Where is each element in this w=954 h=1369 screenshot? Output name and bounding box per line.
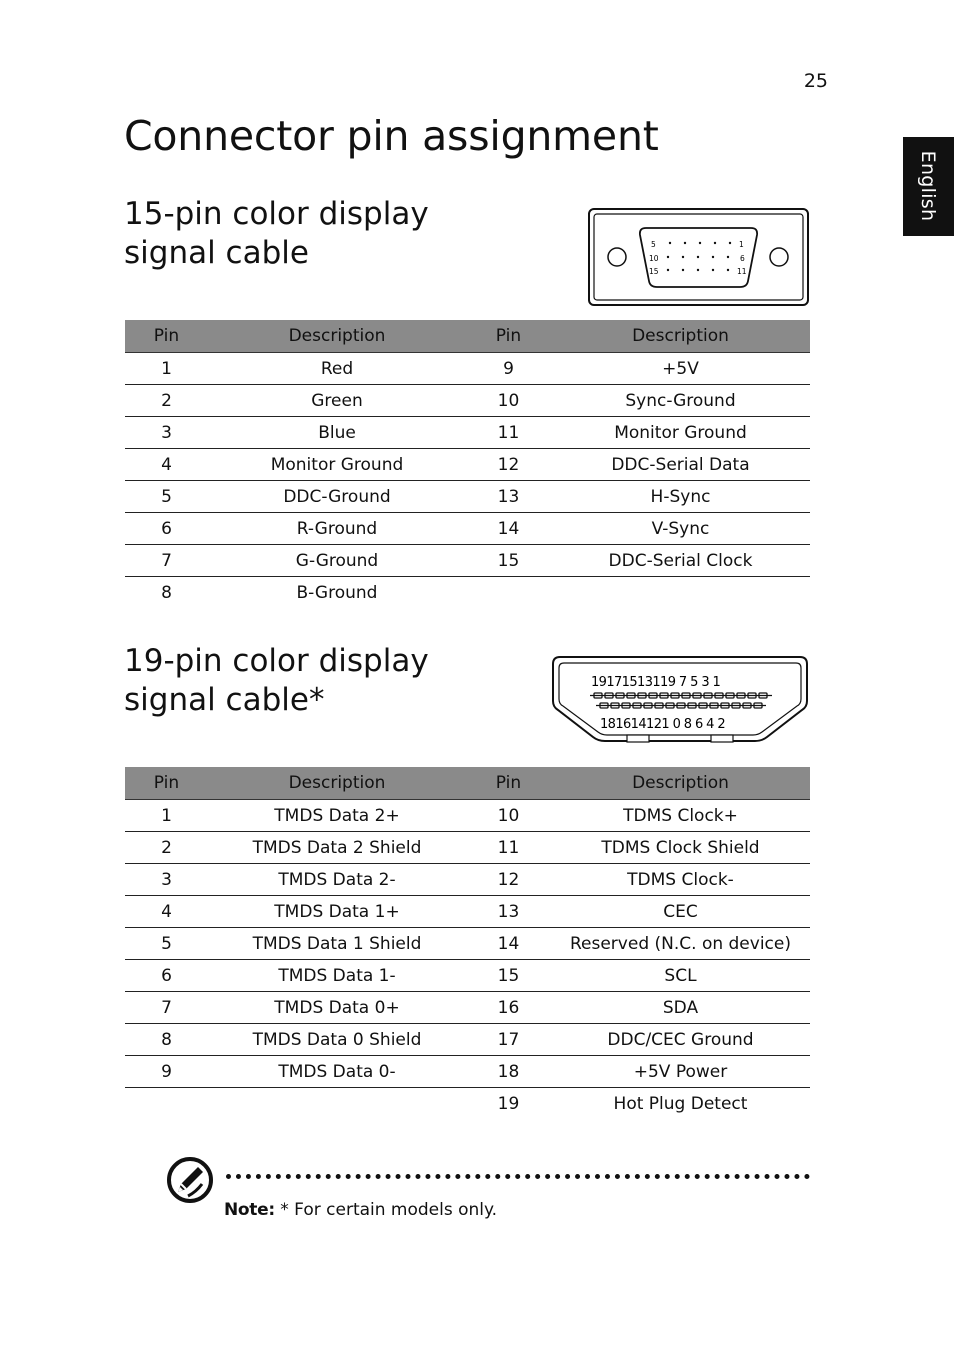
table-cell: 10 — [466, 385, 551, 417]
table-cell: 14 — [466, 513, 551, 545]
section-title-line: 15-pin color display — [124, 196, 429, 232]
table-cell: DDC-Ground — [208, 481, 466, 513]
table-cell: +5V — [551, 353, 810, 385]
table-cell: TMDS Data 0 Shield — [208, 1024, 466, 1056]
table-row — [125, 545, 810, 577]
table-cell: B-Ground — [296, 582, 378, 603]
table-cell: 12 — [466, 864, 551, 896]
table-cell: Reserved (N.C. on device) — [551, 928, 810, 960]
page-title: Connector pin assignment — [124, 112, 659, 160]
table-cell: 6 — [125, 960, 208, 992]
table-cell — [125, 1088, 208, 1120]
table-row — [125, 864, 810, 896]
column-header: Pin — [125, 320, 208, 353]
note-pencil-icon — [166, 1156, 214, 1204]
table-cell — [551, 577, 810, 609]
table-cell: +5V Power — [551, 1056, 810, 1088]
table-cell: 3 — [125, 417, 208, 449]
note-divider — [226, 1174, 810, 1179]
table-cell: 6 — [125, 513, 208, 545]
table-cell — [466, 577, 551, 609]
table-cell: 14 — [466, 928, 551, 960]
language-tab — [903, 137, 954, 236]
table-cell: Green — [208, 385, 466, 417]
table-cell: SDA — [551, 992, 810, 1024]
table-cell: 1 — [125, 353, 208, 385]
table-cell: TDMS Clock Shield — [551, 832, 810, 864]
table-cell: TDMS Clock- — [551, 864, 810, 896]
table-cell: DDC-Serial Data — [551, 449, 810, 481]
table-row — [125, 513, 810, 545]
table-cell: 19 — [497, 1093, 520, 1114]
table-cell: V-Sync — [551, 513, 810, 545]
section-title-15-pin — [124, 195, 429, 273]
table-cell: TMDS Data 2+ — [208, 800, 466, 832]
table-cell: 15 — [466, 960, 551, 992]
table-cell: SCL — [551, 960, 810, 992]
table-row — [125, 1088, 810, 1120]
vga-pin-label: 15 — [649, 267, 659, 276]
table-cell: TMDS Data 1 Shield — [208, 928, 466, 960]
column-header: Description — [551, 767, 810, 800]
table-cell: 18 — [466, 1056, 551, 1088]
vga-pin-label: 11 — [737, 267, 747, 276]
table-cell: 8 — [125, 1024, 208, 1056]
table-cell: TMDS Data 1- — [208, 960, 466, 992]
hdmi-pin-labels-bottom: 181614121 0 8 6 4 2 — [600, 717, 726, 732]
vga-connector-icon — [588, 208, 810, 308]
table-row — [125, 449, 810, 481]
table-cell: Red — [208, 353, 466, 385]
table-cell: 17 — [466, 1024, 551, 1056]
table-cell: Sync-Ground — [551, 385, 810, 417]
table-row — [125, 992, 810, 1024]
table-row — [125, 832, 810, 864]
table-cell: 1 — [125, 800, 208, 832]
table-cell: TMDS Data 2 Shield — [208, 832, 466, 864]
table-cell: 11 — [466, 832, 551, 864]
table-header-row — [125, 320, 810, 353]
table-cell: 9 — [466, 353, 551, 385]
table-row — [125, 577, 810, 609]
table-cell: 3 — [125, 864, 208, 896]
table-row — [125, 385, 810, 417]
table-cell: 13 — [466, 896, 551, 928]
column-header: Pin — [466, 767, 551, 800]
table-cell: TMDS Data 1+ — [208, 896, 466, 928]
table-cell: 12 — [466, 449, 551, 481]
table-cell: 5 — [125, 481, 208, 513]
language-tab-label: English — [917, 150, 939, 222]
note-body: * For certain models only. — [274, 1200, 498, 1220]
hdmi-pin-table — [125, 767, 810, 1119]
table-header-row — [125, 767, 810, 800]
table-cell: 16 — [466, 992, 551, 1024]
table-cell: 4 — [125, 896, 208, 928]
table-cell: R-Ground — [208, 513, 466, 545]
table-cell: CEC — [551, 896, 810, 928]
vga-pin-label: 5 — [651, 240, 656, 249]
table-cell: TMDS Data 0- — [208, 1056, 466, 1088]
table-row — [125, 896, 810, 928]
hdmi-connector-icon — [550, 655, 810, 751]
table-cell: 2 — [125, 385, 208, 417]
table-cell: 13 — [466, 481, 551, 513]
table-cell: 10 — [466, 800, 551, 832]
section-title-19-pin — [124, 642, 429, 720]
section-title-line: signal cable — [124, 235, 309, 271]
table-cell: TMDS Data 0+ — [208, 992, 466, 1024]
vga-pin-label: 1 — [739, 240, 744, 249]
table-row — [125, 800, 810, 832]
table-cell: 2 — [125, 832, 208, 864]
table-cell: Monitor Ground — [208, 449, 466, 481]
vga-pin-label: 6 — [740, 254, 745, 263]
table-row — [125, 481, 810, 513]
table-cell: TDMS Clock+ — [551, 800, 810, 832]
table-row — [125, 960, 810, 992]
table-cell: H-Sync — [551, 481, 810, 513]
table-cell: Blue — [208, 417, 466, 449]
table-cell: G-Ground — [208, 545, 466, 577]
table-cell — [208, 1088, 466, 1120]
column-header: Description — [208, 320, 466, 353]
table-cell: 7 — [125, 992, 208, 1024]
table-cell: TMDS Data 2- — [208, 864, 466, 896]
table-row — [125, 928, 810, 960]
column-header: Description — [551, 320, 810, 353]
vga-pin-label: 10 — [649, 254, 659, 263]
table-cell: Hot Plug Detect — [613, 1093, 748, 1114]
table-cell: DDC/CEC Ground — [551, 1024, 810, 1056]
table-cell: 5 — [125, 928, 208, 960]
note-text — [224, 1200, 497, 1220]
vga-pin-table — [125, 320, 810, 608]
table-cell: Monitor Ground — [551, 417, 810, 449]
note-label: Note: — [224, 1200, 275, 1220]
table-cell: DDC-Serial Clock — [551, 545, 810, 577]
table-cell: 8 — [161, 582, 172, 603]
column-header: Pin — [466, 320, 551, 353]
page-number: 25 — [803, 70, 828, 92]
table-cell: 15 — [466, 545, 551, 577]
table-row — [125, 1056, 810, 1088]
table-cell: 7 — [125, 545, 208, 577]
table-cell: 4 — [125, 449, 208, 481]
table-cell: 11 — [466, 417, 551, 449]
table-row — [125, 417, 810, 449]
column-header: Description — [208, 767, 466, 800]
table-row — [125, 353, 810, 385]
section-title-line: signal cable* — [124, 682, 325, 718]
table-cell: 9 — [125, 1056, 208, 1088]
section-title-line: 19-pin color display — [124, 643, 429, 679]
table-row — [125, 1024, 810, 1056]
column-header: Pin — [125, 767, 208, 800]
hdmi-pin-labels-top: 19171513119 7 5 3 1 — [591, 675, 721, 690]
